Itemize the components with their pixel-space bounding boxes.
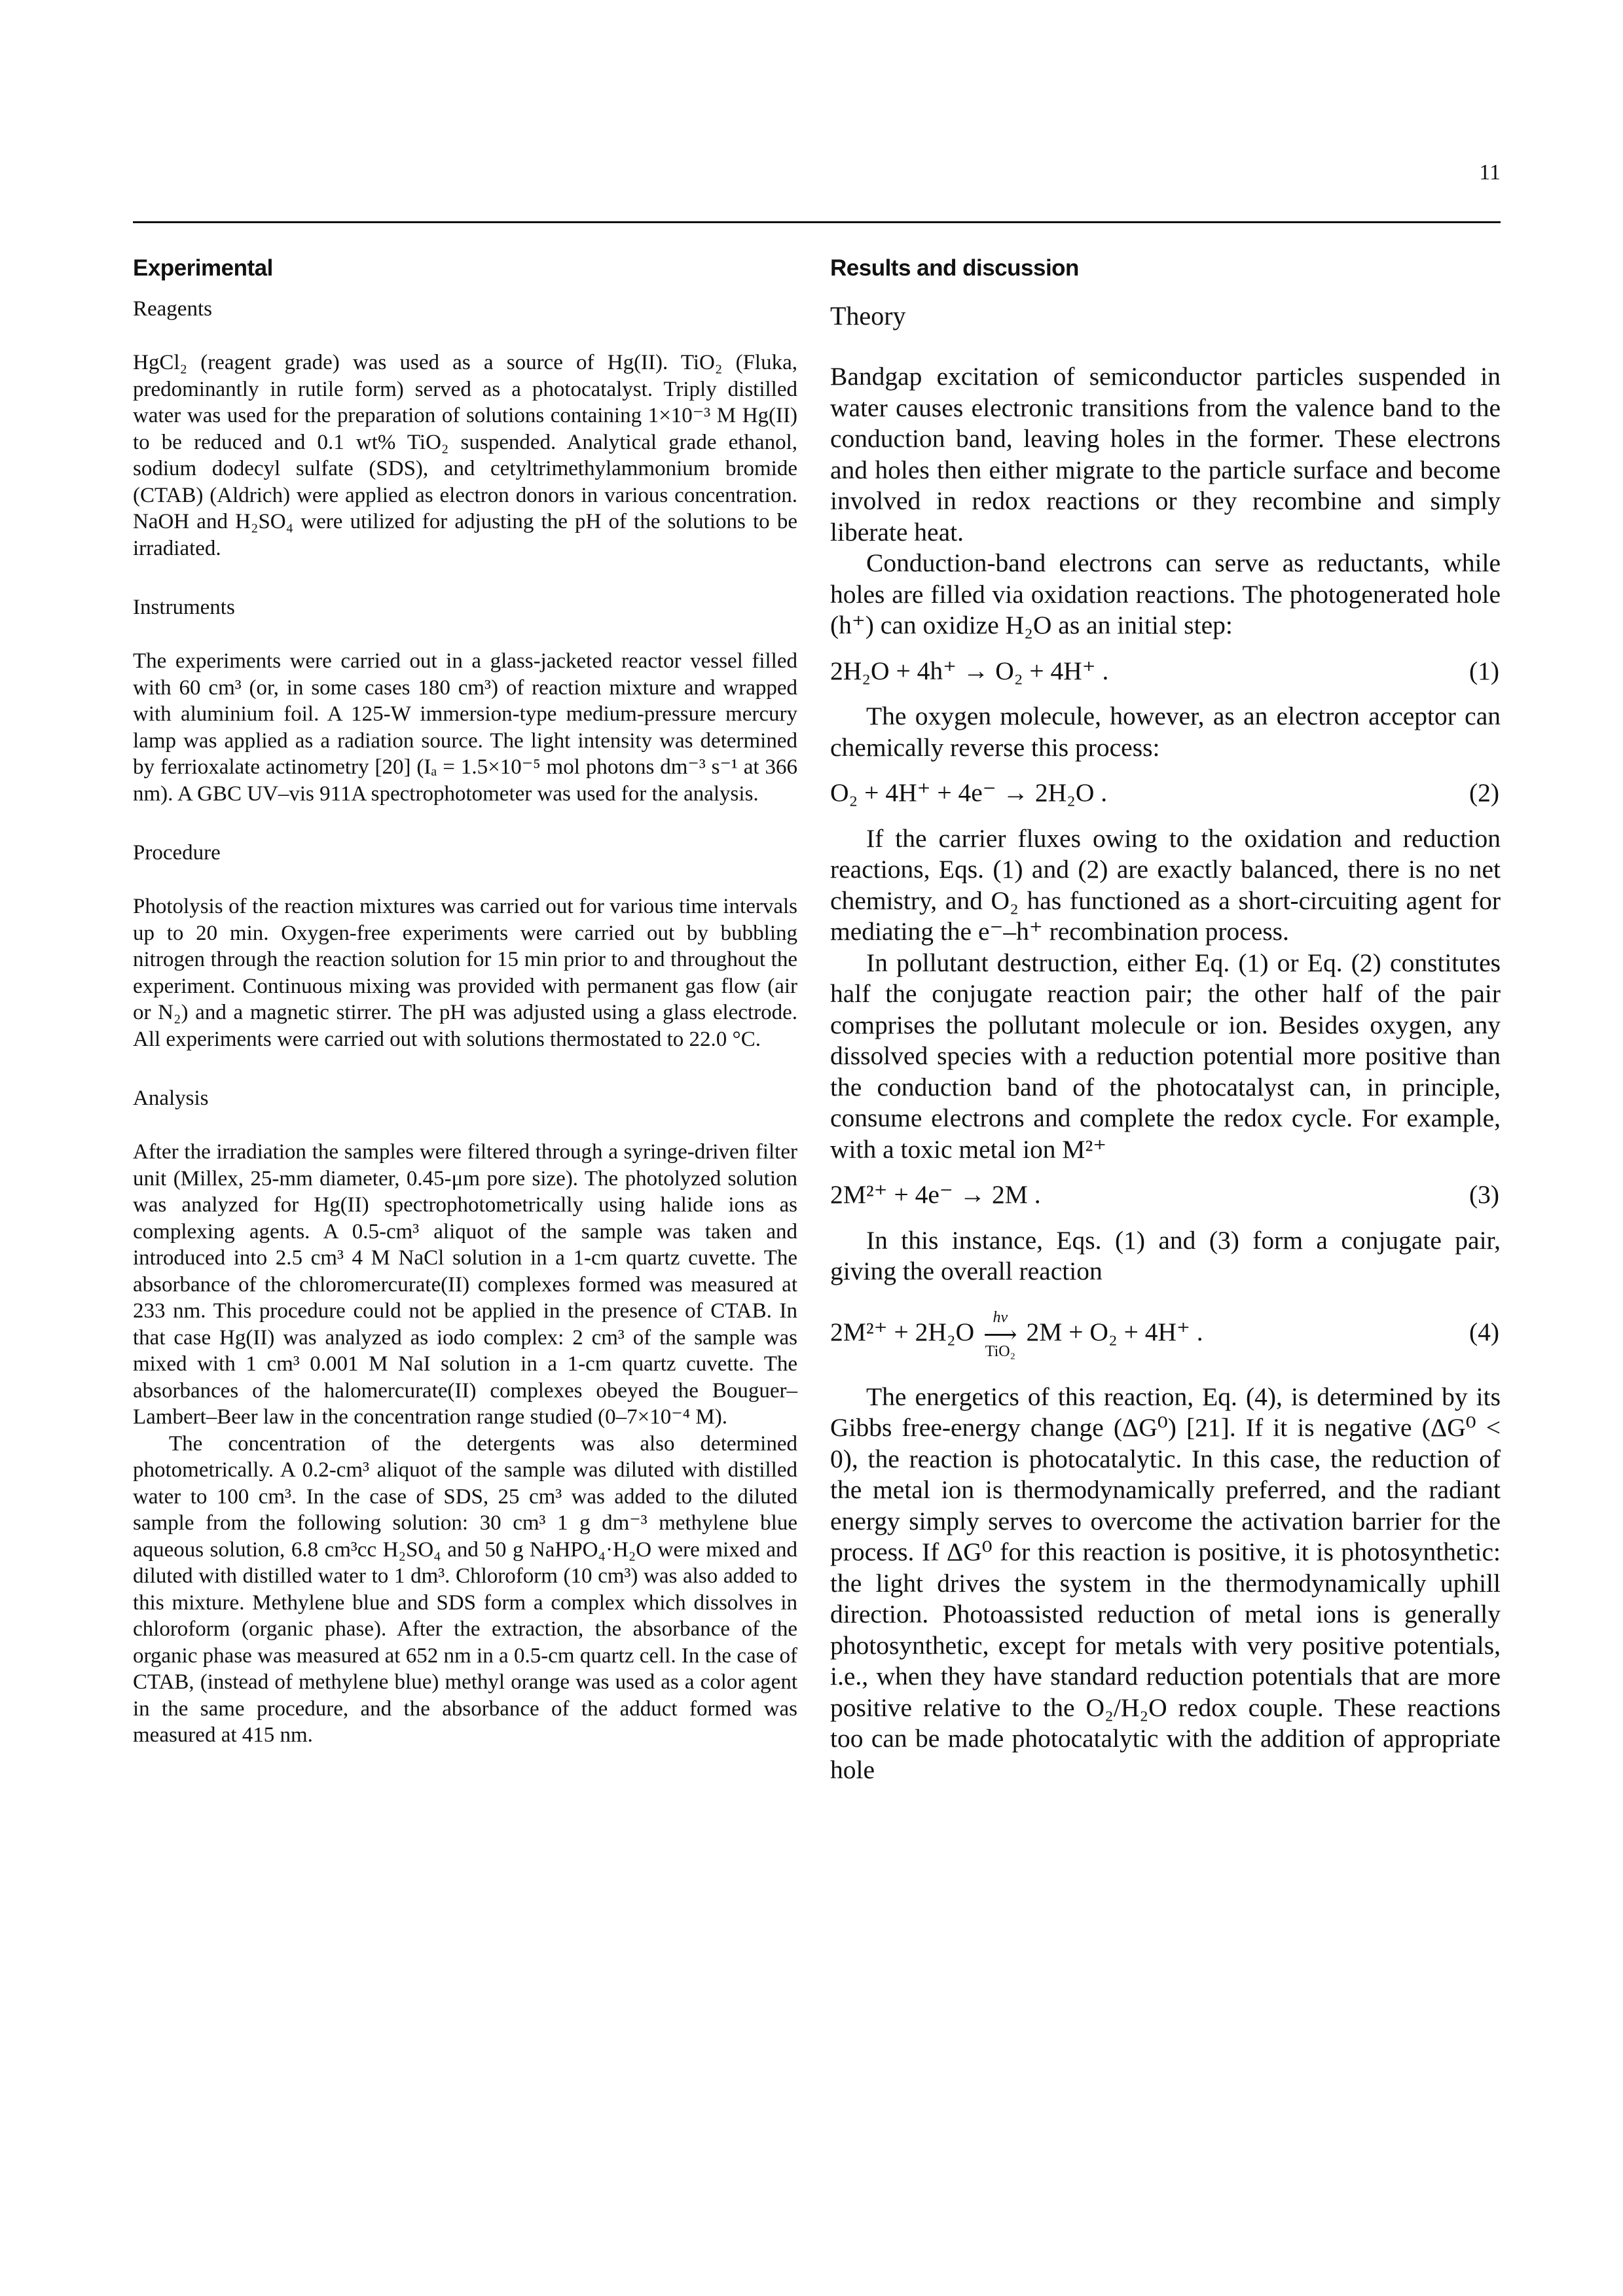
equation-1-number: (1) xyxy=(1468,656,1499,685)
arrow-label-bottom: TiO₂ xyxy=(985,1342,1015,1360)
theory-para-6: In this instance, Eqs. (1) and (3) form a conjugate pair, giving the overall reaction xyxy=(830,1225,1501,1285)
header-rule xyxy=(133,221,1501,223)
equation-1 xyxy=(830,656,1501,687)
equation-3-formula: 2M²⁺ + 4e⁻ → 2M . xyxy=(830,1180,1041,1209)
heading-results: Results and discussion xyxy=(830,255,1079,281)
equation-4-right: 2M + O₂ + 4H⁺ . xyxy=(1026,1317,1203,1346)
theory-para-2: Conduction-band electrons can serve as reductants, while holes are filled via oxidation reactions. The photogenerated hole (h⁺) can oxidize H₂O as an initial step: xyxy=(830,548,1501,639)
equation-2-formula: O₂ + 4H⁺ + 4e⁻ → 2H₂O . xyxy=(830,778,1108,807)
equation-4-left: 2M²⁺ + 2H₂O xyxy=(830,1317,975,1346)
equation-4-formula xyxy=(830,1310,1203,1359)
equation-2 xyxy=(830,778,1501,809)
equation-4-arrow xyxy=(983,1310,1017,1359)
subhead-procedure: Procedure xyxy=(133,841,221,865)
analysis-text-2: The concentration of the detergents was also determined photometrically. A 0.2-cm³ aliquot of the sample was diluted with distilled water to 100 cm³. In the case of SDS, 25 cm³ was added to the diluted sample from the following solution: 30 cm³ 1 g dm⁻³ methylene blue aqueous solution, 6.8 cm³cc H₂SO₄ and 50 g NaHPO₄·H₂O were mixed and diluted with distilled water to 1 dm³. Chloroform (10 cm³) was also added to this mixture. Methylene blue and SDS form a complex which dissolves in chloroform (organic phase). After the extraction, the absorbance of the organic phase was measured at 652 nm in a 0.5-cm quartz cell. In the case of CTAB, (instead of methylene blue) methyl orange was used as a color agent in the same procedure, and the absorbance of the adduct formed was measured at 415 nm. xyxy=(133,1431,797,1747)
theory-para-7: The energetics of this reaction, Eq. (4), is determined by its Gibbs free-energy change (ΔG⁰) [21]. If it is negative (ΔG⁰ < 0), the reaction is photocatalytic. In this case, the reduction of the metal ion is thermodynamically preferred, and the radiant energy simply serves to overcome the activation barrier for the process. If ΔG⁰ for this reaction is positive, it is photosynthetic: the light drives the system in the thermodynamically uphill direction. Photoassisted reduction of metal ions is generally photosynthetic, except for metals with very positive potentials, i.e., when they have standard reduction potentials that are more positive relative to the O₂/H₂O redox couple. These reactions too can be made photocatalytic with the addition of appropriate hole xyxy=(830,1382,1501,1784)
equation-2-number: (2) xyxy=(1468,778,1499,807)
equation-4 xyxy=(830,1310,1501,1359)
arrow-label-top: hν xyxy=(993,1308,1008,1326)
equation-3-number: (3) xyxy=(1468,1180,1499,1209)
equation-1-formula: 2H₂O + 4h⁺ → O₂ + 4H⁺ . xyxy=(830,656,1109,685)
procedure-text: Photolysis of the reaction mixtures was carried out for various time intervals up to 20 min. Oxygen-free experiments were carried out by bubbling nitrogen through the reaction solution for 15 min prior to and throughout the experiment. Continuous mixing was provided with permanent gas flow (air or N₂) and a magnetic stirrer. The pH was adjusted using a glass electrode. All experiments were carried out with solutions thermostated to 22.0 °C. xyxy=(133,895,797,1051)
reagents-text: HgCl₂ (reagent grade) was used as a source of Hg(II). TiO₂ (Fluka, predominantly in rutile form) served as a photocatalyst. Triply distilled water was used for the preparation of solutions containing 1×10⁻³ M Hg(II) to be reduced and 0.1 wt% TiO₂ suspended. Analytical grade ethanol, sodium dodecyl sulfate (SDS), and cetyltrimethylammonium bromide (CTAB) (Aldrich) were applied as electron donors in various concentration. NaOH and H₂SO₄ were utilized for adjusting the pH of the solutions to be irradiated. xyxy=(133,351,797,560)
theory-para-3: The oxygen molecule, however, as an electron acceptor can chemically reverse this process: xyxy=(830,702,1501,762)
heading-experimental: Experimental xyxy=(133,255,273,281)
subhead-analysis: Analysis xyxy=(133,1086,209,1110)
theory-para-5: In pollutant destruction, either Eq. (1) or Eq. (2) constitutes half the conjugate reaction pair; the other half of the pair comprises the pollutant molecule or ion. Besides oxygen, any dissolved species with a reduction potential more positive than the conduction band of the photocatalyst can, in principle, consume electrons and complete the redox cycle. For example, with a toxic metal ion M²⁺ xyxy=(830,948,1501,1164)
subhead-instruments: Instruments xyxy=(133,596,235,619)
instruments-text: The experiments were carried out in a glass-jacketed reactor vessel filled with 60 cm³ (or, in some cases 180 cm³) of reaction mixture and wrapped with aluminium foil. A 125-W immersion-type medium-pressure mercury lamp was applied as a radiation source. The light intensity was determined by ferrioxalate actinometry [20] (Iₐ = 1.5×10⁻⁵ mol photons dm⁻³ s⁻¹ at 366 nm). A GBC UV–vis 911A spectrophotometer was used for the analysis. xyxy=(133,649,797,806)
page-number: 11 xyxy=(1479,160,1501,185)
equation-3 xyxy=(830,1179,1501,1211)
equation-4-number: (4) xyxy=(1468,1317,1499,1346)
subhead-reagents: Reagents xyxy=(133,297,212,321)
analysis-text-1: After the irradiation the samples were filtered through a syringe-driven filter unit (Millex, 25-mm diameter, 0.45-μm pore size). The photolyzed solution was analyzed for Hg(II) spectrophotometrically using halide ions as complexing agents. A 0.5-cm³ aliquot of the sample was taken and introduced into 2.5 cm³ 4 M NaCl solution in a 1-cm quartz cuvette. The absorbance of the chloromercurate(II) complexes formed was measured at 233 nm. This procedure could not be applied in the presence of CTAB. In that case Hg(II) was analyzed as iodo complex: 2 cm³ of the sample was mixed with 1 cm³ 0.001 M NaI solution in a 1-cm quartz cuvette. The absorbances of the halomercurate(II) complexes obeyed the Bouguer–Lambert–Beer law in the concentration range studied (0–7×10⁻⁴ M). xyxy=(133,1140,797,1429)
theory-para-1: Bandgap excitation of semiconductor particles suspended in water causes electronic transitions from the valence band to the conduction band, leaving holes in the former. These electrons and holes then either migrate to the particle surface and become involved in redox reactions or they recombine and simply liberate heat. xyxy=(830,362,1501,547)
reaction-arrow-icon: ⟶ xyxy=(983,1321,1017,1348)
right-column xyxy=(830,254,1501,1785)
left-column xyxy=(133,254,797,1749)
theory-para-4: If the carrier fluxes owing to the oxidation and reduction reactions, Eqs. (1) and (2) are exactly balanced, there is no net chemistry, and O₂ has functioned as a short-circuiting agent for mediating the e⁻–h⁺ recombination process. xyxy=(830,823,1501,946)
subhead-theory: Theory xyxy=(830,301,906,331)
